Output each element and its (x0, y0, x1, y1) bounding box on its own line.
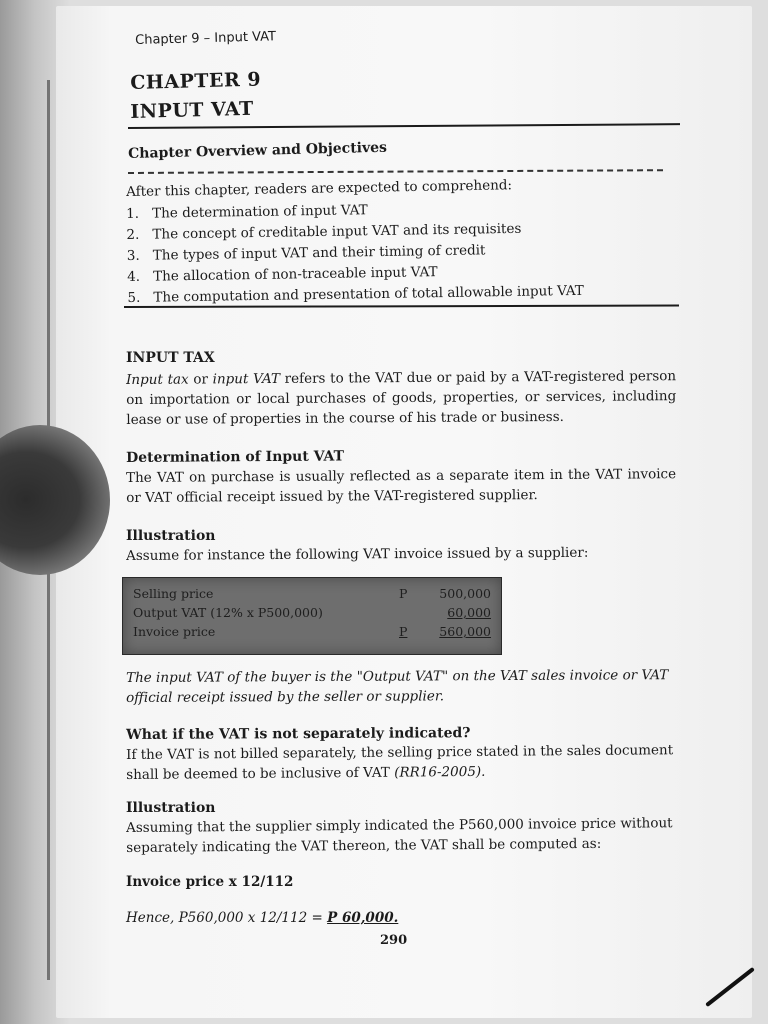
invoice-label: Invoice price (133, 624, 216, 639)
list-text: The determination of input VAT (152, 202, 368, 222)
objectives-list (126, 197, 584, 309)
list-text: The types of input VAT and their timing of credit (152, 242, 486, 264)
list-text: The allocation of non-traceable input VAT (153, 264, 438, 285)
list-number: 5. (127, 289, 141, 306)
invoice-label: Selling price (133, 586, 214, 601)
formula: Invoice price x 12/112 (126, 874, 294, 890)
list-number: 3. (126, 247, 140, 264)
chapter-title: INPUT VAT (130, 97, 255, 123)
input-tax-heading: INPUT TAX (126, 350, 215, 366)
conjunction: or (188, 371, 213, 388)
invoice-label: Output VAT (12% x P500,000) (133, 605, 323, 620)
chapter-number: CHAPTER 9 (130, 68, 262, 94)
invoice-currency: P (399, 624, 408, 639)
invoice-amount: 560,000 (439, 624, 491, 639)
list-number: 1. (126, 205, 140, 222)
list-text: The computation and presentation of total allowable input VAT (153, 282, 585, 306)
buyer-note: The input VAT of the buyer is the "Output VAT" on the VAT sales invoice or VAT official receipt issued by the seller or supplier. (126, 667, 669, 706)
input-tax-definition (126, 366, 676, 430)
result-value: P 60,000. (327, 910, 399, 926)
whatif-heading: What if the VAT is not separately indicated? (126, 725, 471, 743)
invoice-amount: 60,000 (447, 605, 491, 620)
illustration-heading: Illustration (126, 528, 216, 544)
page-number: 290 (380, 933, 408, 948)
term-input-tax: Input tax (126, 371, 189, 388)
definition-text: refers to the VAT due or paid by a VAT-registered person on importation or local purchases of goods, properties, or services, including lease or use of properties in the course of his trade or business. (126, 368, 677, 428)
determination-text: The VAT on purchase is usually reflected as a separate item in the VAT invoice or VAT official receipt issued by the VAT-registered supplier. (126, 466, 677, 506)
list-number: 2. (126, 226, 140, 243)
whatif-body: If the VAT is not billed separately, the selling price stated in the sales document shall be deemed to be inclusive of VAT (126, 742, 674, 783)
overview-heading: Chapter Overview and Objectives (128, 139, 388, 162)
illustration-2-text: Assuming that the supplier simply indicated the P560,000 invoice price without separately indicating the VAT thereon, the VAT shall be computed as: (126, 815, 673, 856)
running-header: Chapter 9 – Input VAT (135, 29, 277, 48)
result-prefix: Hence, P560,000 x 12/112 = (126, 910, 328, 926)
determination-heading: Determination of Input VAT (126, 448, 345, 466)
illustration-2-heading: Illustration (126, 800, 216, 816)
computation-result (126, 908, 676, 928)
invoice-amount: 500,000 (439, 586, 491, 601)
invoice-currency: P (399, 586, 408, 601)
list-number: 4. (127, 268, 141, 285)
overview-intro: After this chapter, readers are expected to comprehend: (126, 177, 513, 200)
list-text: The concept of creditable input VAT and its requisites (152, 220, 522, 243)
illustration-intro: Assume for instance the following VAT invoice issued by a supplier: (126, 544, 589, 564)
term-input-vat: input VAT (212, 370, 280, 388)
whatif-text (126, 740, 676, 785)
regulation-reference: (RR16-2005). (394, 763, 486, 781)
invoice-table (122, 577, 502, 655)
